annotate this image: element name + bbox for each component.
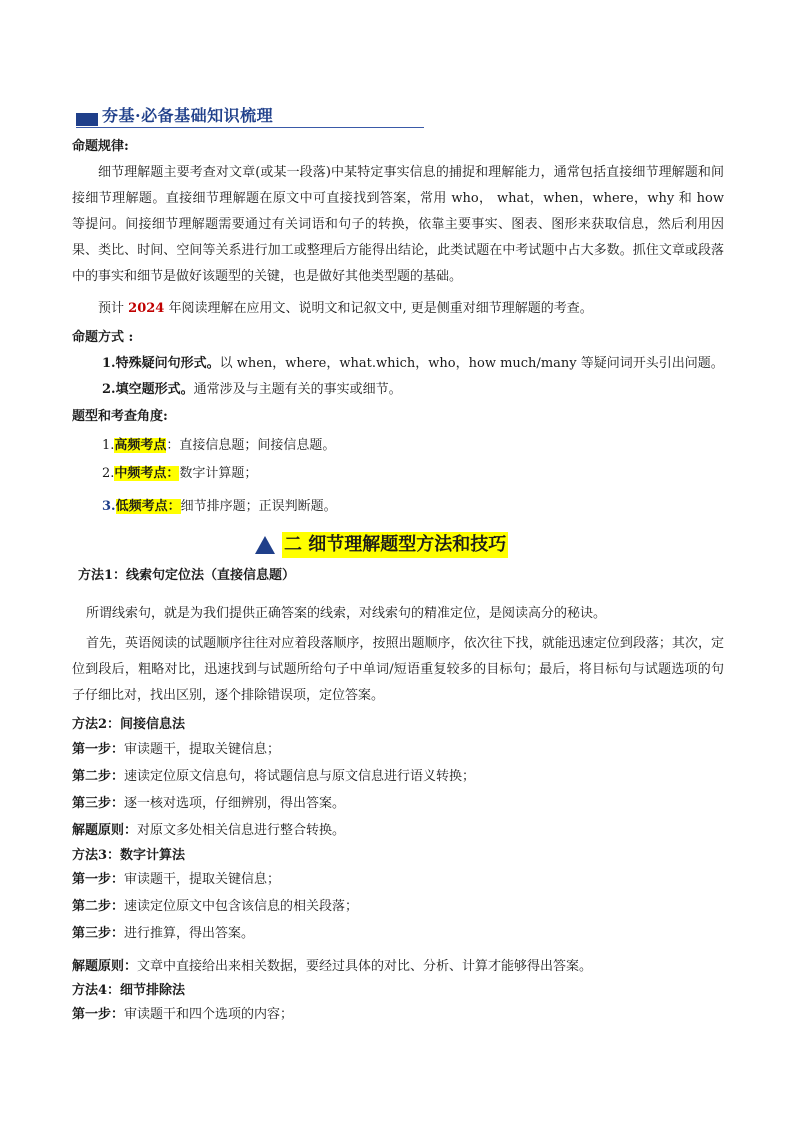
method-2-principle xyxy=(72,822,345,840)
methods-intro-item-1 xyxy=(102,355,724,373)
method-2-heading: 方法2：间接信息法 xyxy=(72,717,186,732)
item-number: 1. xyxy=(102,438,115,453)
method-2-step-2 xyxy=(72,768,475,786)
step-text: 进行推算，得出答案。 xyxy=(124,926,255,941)
step-label: 第三步： xyxy=(72,796,125,811)
item-number: 3. xyxy=(102,499,116,514)
method-4-heading: 方法4：细节排除法 xyxy=(72,983,186,998)
forecast-post: 年阅读理解在应用文、说明文和记叙文中, 更是侧重对细节理解题的考查。 xyxy=(168,301,593,316)
principle-label: 解题原则： xyxy=(72,823,138,838)
highlight-label: 低频考点： xyxy=(115,499,181,514)
forecast-pre: 预计 xyxy=(98,301,125,316)
rules-heading: 命题规律: xyxy=(72,139,129,154)
item-label: 2.填空题形式。 xyxy=(102,382,194,397)
item-text: ：直接信息题；间接信息题。 xyxy=(166,438,336,453)
method-1-paragraph-2: 首先，英语阅读的试题顺序往往对应着段落顺序，按照出题顺序，依次往下找，就能迅速定位到段落；其次，定位到段后，粗略对比，迅速找到与试题所给句子中单词/短语重复较多的目标句；最后，将目标句与试题选项的句子仔细比对，找出区别，逐个排除错误项，定位答案。 xyxy=(72,636,724,703)
section-banner xyxy=(76,104,424,130)
step-text: 审读题干，提取关键信息； xyxy=(124,742,281,757)
banner-bar xyxy=(76,113,98,126)
triangle-icon xyxy=(254,535,276,555)
banner-title: 夯基·必备基础知识梳理 xyxy=(102,106,274,125)
method-4-step-1 xyxy=(72,1006,293,1024)
step-label: 第二步： xyxy=(72,899,125,914)
method-3-principle xyxy=(72,958,592,976)
step-text: 速读定位原文信息句，将试题信息与原文信息进行语义转换； xyxy=(124,769,476,784)
highlight-label: 高频考点 xyxy=(114,438,167,453)
banner-rule xyxy=(76,127,424,128)
methods-intro-item-2 xyxy=(102,381,402,399)
angles-item-1 xyxy=(102,437,335,455)
item-text: 细节排序题；正误判断题。 xyxy=(180,499,337,514)
step-label: 第二步： xyxy=(72,769,125,784)
angles-item-2 xyxy=(102,465,257,483)
method-3-step-3 xyxy=(72,925,254,943)
highlight-label: 中频考点： xyxy=(114,466,180,481)
step-text: 逐一核对选项，仔细辨别，得出答案。 xyxy=(124,796,346,811)
item-label: 1.特殊疑问句形式。 xyxy=(102,356,220,371)
forecast-year: 2024 xyxy=(128,301,165,316)
rules-paragraph: 细节理解题主要考查对文章(或某一段落)中某特定事实信息的捕捉和理解能力，通常包括直接细节理解题和间接细节理解题。直接细节理解题在原文中可直接找到答案，常用 who， what，when，where，why 和 how 等提问。间接细节理解题需要通过有关词语和句子的转换，依靠主要事实、图表、图形来获取信息，然后利用因果、类比、时间、空间等关系进行加工或整理后方能得出结论，此类试题在中考试题中占大多数。抓住文章或段落中的事实和细节是做好该题型的关键，也是做好其他类型题的基础。 xyxy=(72,165,724,284)
method-2-step-1 xyxy=(72,741,280,759)
item-text: 数字计算题； xyxy=(179,466,258,481)
methods-intro-heading: 命题方式 : xyxy=(72,330,134,345)
principle-text: 文章中直接给出来相关数据，要经过具体的对比、分析、计算才能够得出答案。 xyxy=(137,959,593,974)
method-2-step-3 xyxy=(72,795,345,813)
step-label: 第一步： xyxy=(72,742,125,757)
item-text: 以 when，where，what.which，who，how much/many 等疑问词开头引出问题。 xyxy=(219,356,724,371)
forecast-paragraph xyxy=(72,296,724,322)
step-text: 审读题干和四个选项的内容； xyxy=(124,1007,294,1022)
method-3-heading: 方法3：数字计算法 xyxy=(72,848,186,863)
principle-text: 对原文多处相关信息进行整合转换。 xyxy=(137,823,346,838)
step-label: 第三步： xyxy=(72,926,125,941)
step-text: 速读定位原文中包含该信息的相关段落； xyxy=(124,899,359,914)
angles-item-3 xyxy=(102,498,337,516)
item-text: 通常涉及与主题有关的事实或细节。 xyxy=(193,382,402,397)
angles-heading: 题型和考查角度: xyxy=(72,409,168,424)
item-number: 2. xyxy=(102,466,115,481)
step-label: 第一步： xyxy=(72,872,125,887)
step-label: 第一步： xyxy=(72,1007,125,1022)
section-2-label: 二 细节理解题型方法和技巧 xyxy=(282,532,508,558)
method-1-paragraph-1: 所谓线索句，就是为我们提供正确答案的线索，对线索句的精准定位，是阅读高分的秘诀。 xyxy=(86,606,607,621)
method-3-step-1 xyxy=(72,871,280,889)
method-3-step-2 xyxy=(72,898,358,916)
method-1-heading: 方法1：线索句定位法（直接信息题） xyxy=(78,568,296,583)
principle-label: 解题原则： xyxy=(72,959,138,974)
step-text: 审读题干，提取关键信息； xyxy=(124,872,281,887)
